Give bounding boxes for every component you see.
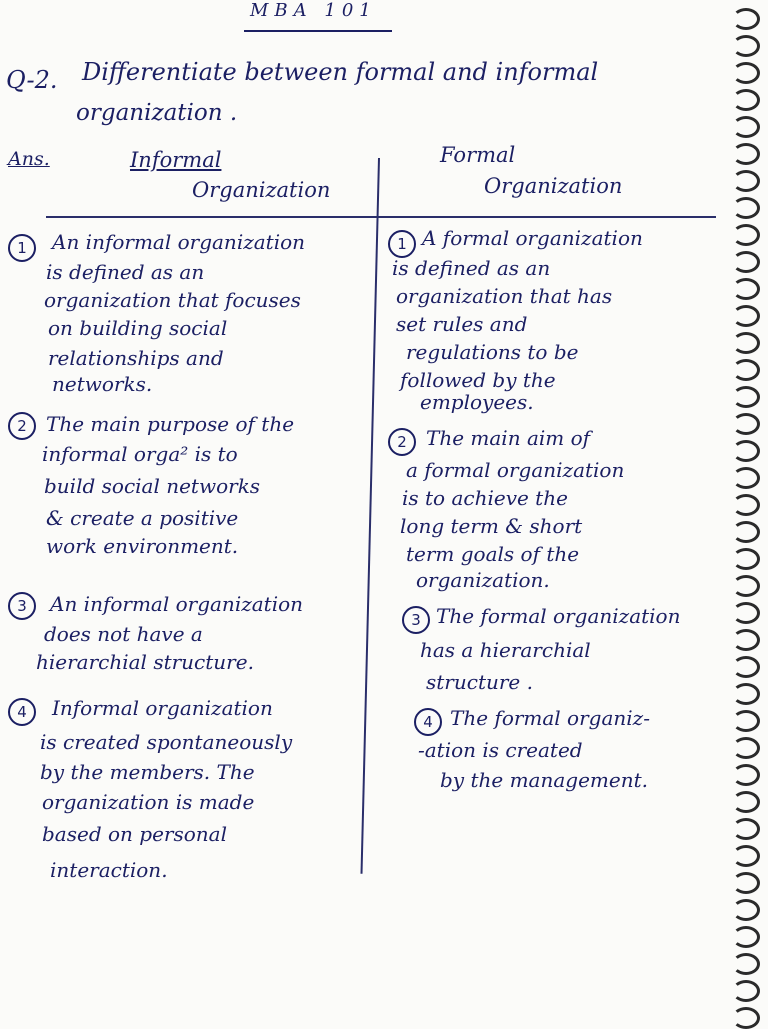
spiral-coil [732,548,760,570]
point-line: regulations to be [406,340,579,364]
spiral-coil [732,8,760,30]
point-line: a formal organization [406,458,625,482]
point-line: set rules and [396,312,528,336]
spiral-coil [732,737,760,759]
point-line: relationships and [48,346,224,370]
point-line: term goals of the [406,542,580,566]
spiral-coil [732,197,760,219]
point-number-circle: 2 [8,412,36,440]
spiral-coil [732,89,760,111]
spiral-coil [732,170,760,192]
point-line: hierarchial structure. [36,650,254,674]
course-code: MBA 101 [250,0,377,21]
course-code-underline [244,30,392,32]
column-divider [361,158,380,874]
spiral-coil [732,602,760,624]
point-line: The main aim of [426,426,591,450]
point-line: organization that focuses [44,288,301,312]
spiral-coil [732,467,760,489]
point-line: organization is made [42,790,255,814]
point-line: organization. [416,568,550,592]
point-line: organization that has [396,284,613,308]
question-text-line-1: Differentiate between formal and informal [82,58,599,86]
point-line: based on personal [42,822,227,846]
point-line: is defined as an [392,256,551,280]
spiral-coil [732,359,760,381]
spiral-coil [732,629,760,651]
spiral-coil [732,899,760,921]
point-number-circle: 1 [8,234,36,262]
point-line: is defined as an [46,260,205,284]
point-line: does not have a [44,622,203,646]
point-line: The formal organization [436,604,681,628]
point-line: build social networks [44,474,261,498]
spiral-coil [732,386,760,408]
informal-column-title-2: Organization [192,178,331,202]
spiral-coil [732,62,760,84]
formal-column-title-2: Organization [484,174,623,198]
spiral-coil [732,494,760,516]
point-line: Informal organization [52,696,273,720]
point-number-circle: 2 [388,428,416,456]
spiral-coil [732,575,760,597]
spiral-coil [732,980,760,1002]
question-text-line-2: organization . [76,100,238,126]
point-line: followed by the [400,368,556,392]
point-line: An informal organization [52,230,306,254]
informal-column-title-1: Informal [130,148,222,172]
spiral-coil [732,791,760,813]
spiral-coil [732,332,760,354]
spiral-coil [732,440,760,462]
spiral-coil [732,224,760,246]
spiral-coil [732,764,760,786]
point-line: interaction. [50,858,168,882]
spiral-coil [732,521,760,543]
spiral-coil [732,278,760,300]
spiral-coil [732,143,760,165]
point-number-circle: 3 [8,592,36,620]
point-line: The formal organiz- [450,706,650,730]
point-line: long term & short [400,514,583,538]
point-line: on building social [48,316,228,340]
point-number-circle: 3 [402,606,430,634]
formal-column-title-1: Formal [440,143,516,167]
point-line: by the members. The [40,760,255,784]
spiral-coil [732,818,760,840]
spiral-coil [732,413,760,435]
spiral-coil [732,953,760,975]
spiral-coil [732,710,760,732]
spiral-coil [732,251,760,273]
spiral-coil [732,872,760,894]
point-line: networks. [52,372,153,396]
point-line: work environment. [46,534,239,558]
spiral-coil [732,1007,760,1029]
column-header-divider [46,216,716,218]
spiral-coil [732,656,760,678]
question-number: Q-2. [6,66,58,94]
point-line: The main purpose of the [46,412,295,436]
point-line: An informal organization [50,592,304,616]
spiral-coil [732,845,760,867]
point-line: -ation is created [418,738,583,762]
point-line: is created spontaneously [40,730,293,754]
point-line: employees. [420,390,534,414]
point-line: informal orga² is to [42,442,238,466]
point-line: by the management. [440,768,648,792]
point-number-circle: 4 [414,708,442,736]
spiral-coil [732,683,760,705]
spiral-coil [732,926,760,948]
point-number-circle: 1 [388,230,416,258]
spiral-coil [732,116,760,138]
point-number-circle: 4 [8,698,36,726]
point-line: & create a positive [46,506,239,530]
spiral-coil [732,305,760,327]
point-line: structure . [426,670,533,694]
point-line: has a hierarchial [420,638,591,662]
spiral-binding [720,0,768,1024]
point-line: A formal organization [422,226,643,250]
point-line: is to achieve the [402,486,568,510]
answer-label: Ans. [8,148,50,170]
spiral-coil [732,35,760,57]
